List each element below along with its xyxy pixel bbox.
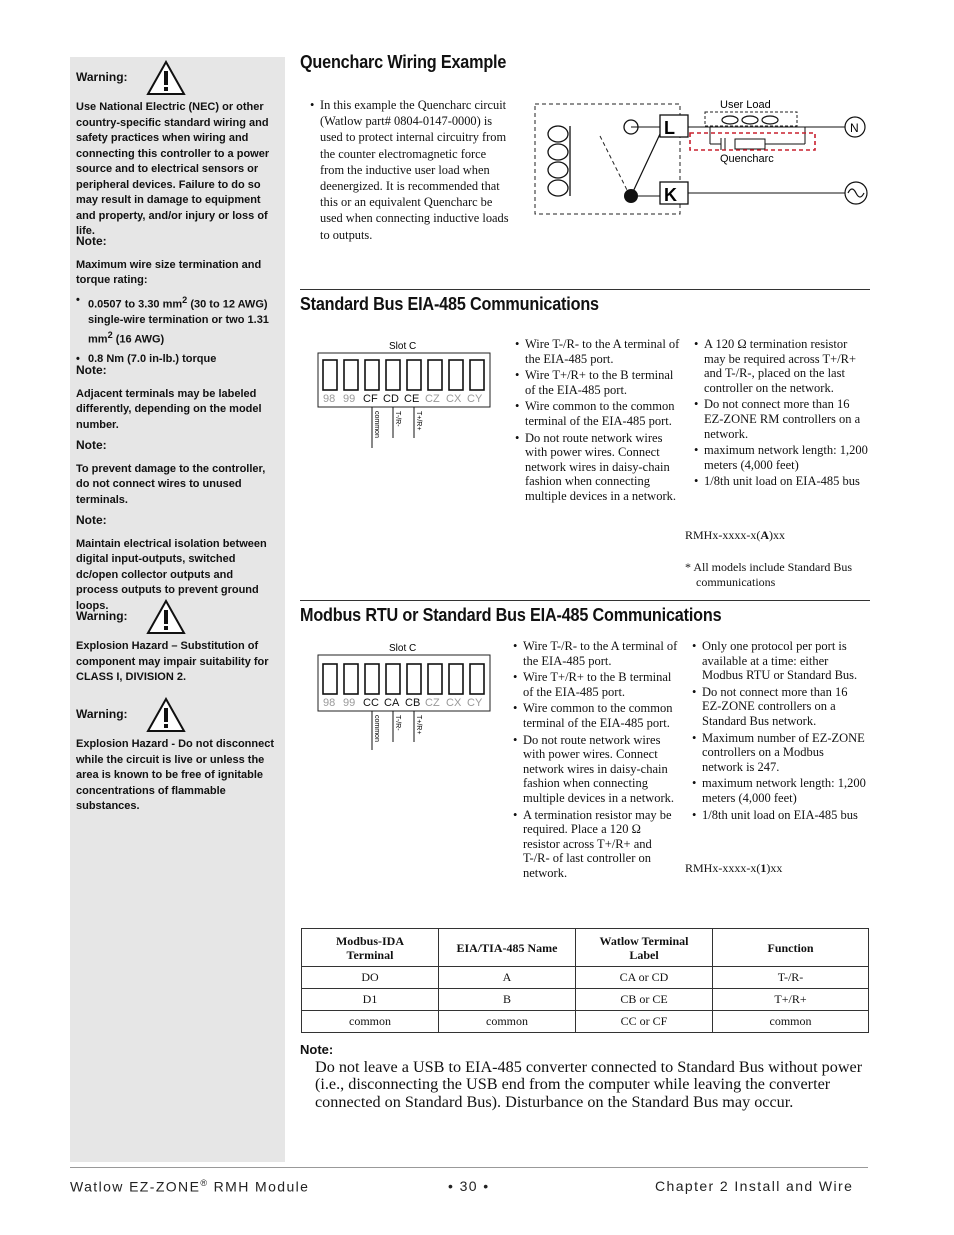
table-cell: A: [439, 967, 576, 989]
list-item: • Maximum number of EZ-ZONE controllers on a Modbus network is 247.: [702, 731, 867, 775]
table-cell: common: [439, 1011, 576, 1033]
list-item: • Wire T+/R+ to the B terminal of the EIA-485 port.: [525, 368, 680, 397]
terminal-label: CE: [404, 393, 420, 405]
section-title: Modbus RTU or Standard Bus EIA-485 Communications: [300, 605, 722, 625]
slot-label: Slot C: [389, 341, 417, 352]
terminal-label: CD: [383, 393, 399, 405]
table-cell: B: [439, 989, 576, 1011]
list-item: • maximum network length: 1,200 meters (4,000 feet): [704, 443, 869, 472]
column-header: Function: [713, 929, 869, 967]
table-cell: CC or CF: [576, 1011, 713, 1033]
terminal-label: 99: [343, 697, 356, 709]
warning-text: Explosion Hazard - Do not disconnect while the circuit is live or unless the area is known to be free of ignitable concentrations of flammable substances.: [76, 738, 275, 812]
neutral-label: N: [850, 121, 859, 135]
modbus-wiring-list: [513, 639, 678, 883]
wire-label: T-/R-: [394, 715, 401, 731]
terminal-label: 99: [343, 393, 356, 405]
warning-block: [76, 599, 278, 686]
model-number: RMHx-xxxx-x(A)xx: [685, 528, 785, 542]
list-item: • Do not route network wires with power wires. Connect network wires in daisy-chain fashion when connecting multiple devices in a network.: [523, 733, 678, 806]
table-cell: T+/R+: [713, 989, 869, 1011]
terminal-label: CZ: [425, 393, 440, 405]
quencharc-label: Quencharc: [720, 153, 774, 165]
slot-label: Slot C: [389, 643, 417, 654]
terminal-label: CX: [446, 393, 462, 405]
table-cell: CB or CE: [576, 989, 713, 1011]
table-row: [302, 989, 869, 1011]
note-block: [76, 438, 278, 508]
column-header: Modbus-IDA Terminal: [302, 929, 439, 967]
list-item: • Wire T+/R+ to the B terminal of the EIA-485 port.: [523, 670, 678, 699]
quencharc-diagram: [530, 96, 875, 221]
warning-triangle-icon: [146, 697, 186, 733]
terminal-label: CA: [384, 697, 400, 709]
wire-label: T-/R-: [394, 411, 401, 427]
warning-heading: Warning:: [76, 707, 128, 722]
note-text: To prevent damage to the controller, do not connect wires to unused terminals.: [76, 462, 266, 506]
list-item: • A 120 Ω termination resistor may be required across T+/R+ and T-/R-, placed on the last controller on the network.: [704, 337, 869, 395]
list-item: • In this example the Quencharc circuit (Watlow part# 0804-0147-0000) is used to protect internal circuitry from the counter electromagnetic force from the inductive user load when deenergized. It is recommended that this or an equivalent Quencharc be used when connecting inductive loads to outputs.: [320, 97, 510, 243]
note-heading: Note:: [76, 438, 107, 452]
section-title: Quencharc Wiring Example: [300, 52, 507, 72]
footnote: * All models include Standard Bus communications: [685, 560, 852, 589]
warning-text: Explosion Hazard – Substitution of component may impair suitability for CLASS I, DIVISION 2.: [76, 640, 269, 683]
list-item: • maximum network length: 1,200 meters (4,000 feet): [702, 776, 867, 805]
warning-triangle-icon: [146, 60, 186, 96]
modbus-notes-list: [692, 639, 867, 824]
table-row: [302, 967, 869, 989]
divider: [300, 289, 870, 290]
warning-text: Use National Electric (NEC) or other country-specific standard wiring and safety practices when wiring and connecting this controller to a power source and to electrical sensors or peripheral devices. Failure to do so may result in damage to equipment and property, and/or injury or loss of life.: [76, 101, 270, 237]
note-heading: Note:: [76, 513, 107, 527]
terminal-label: CC: [363, 697, 379, 709]
terminal-l-label: L: [664, 118, 675, 138]
table-row: [302, 1011, 869, 1033]
table-cell: T-/R-: [713, 967, 869, 989]
table-header-row: [302, 929, 869, 967]
standard-bus-notes-list: [694, 337, 869, 491]
list-item: • 0.8 Nm (7.0 in-lb.) torque: [88, 352, 278, 368]
terminal-label: CB: [405, 697, 421, 709]
note-heading: Note:: [76, 363, 107, 377]
note-block: [76, 363, 278, 433]
list-item: • 0.0507 to 3.30 $mm^2$ (30 to 12 AWG) single-wire termination or two 1.31 $mm^2$ (16 AWG): [88, 293, 278, 349]
footer-rule: [70, 1167, 868, 1168]
terminal-label: CZ: [425, 697, 440, 709]
list-item: • Only one protocol per port is available at a time: either Modbus RTU or Standard Bus.: [702, 639, 867, 683]
note-block: [76, 234, 278, 372]
list-item: • A termination resistor may be required. Place a 120 Ω resistor across T+/R+ and T-/R- of last controller on network.: [523, 808, 678, 881]
wire-label: T+/R+: [415, 411, 422, 431]
wire-label: common: [373, 411, 380, 438]
warning-block: [76, 60, 278, 240]
table-cell: DO: [302, 967, 439, 989]
section-title: Standard Bus EIA-485 Communications: [300, 294, 599, 314]
terminal-label: CF: [363, 393, 378, 405]
wire-label: common: [373, 715, 380, 742]
note-heading: Note:: [300, 1042, 334, 1057]
list-item: • Wire T-/R- to the A terminal of the EIA-485 port.: [523, 639, 678, 668]
table-cell: CA or CD: [576, 967, 713, 989]
table-cell: D1: [302, 989, 439, 1011]
terminal-mapping-table: [301, 928, 869, 1033]
note-text: Do not leave a USB to EIA-485 converter connected to Standard Bus without power (i.e., disconnecting the USB end from the computer while leaving the converter connected on Standard Bus). Disturbance on the Standard Bus may occur.: [315, 1058, 863, 1111]
terminal-label: CY: [467, 393, 483, 405]
list-item: • Do not connect more than 16 EZ-ZONE controllers on a Standard Bus network.: [702, 685, 867, 729]
footer-product: Watlow EZ-ZONE® RMH Module: [70, 1178, 310, 1195]
warning-heading: Warning:: [76, 70, 128, 85]
column-header: Watlow Terminal Label: [576, 929, 713, 967]
note-text: Adjacent terminals may be labeled differently, depending on the model number.: [76, 387, 262, 431]
note-heading: Note:: [76, 234, 107, 248]
note-text: Maximum wire size termination and torque rating:: [76, 258, 262, 286]
quencharc-text: [310, 97, 510, 245]
list-item: • Wire common to the common terminal of the EIA-485 port.: [523, 701, 678, 730]
warning-block: [76, 697, 278, 815]
standard-bus-wiring-list: [515, 337, 680, 506]
note-text: Maintain electrical isolation between digital input-outputs, switched dc/open collector outputs and process outputs to prevent ground loops.: [76, 537, 267, 612]
list-item: • Do not route network wires with power wires. Connect network wires in daisy-chain fashion when connecting multiple devices in a network.: [525, 431, 680, 504]
terminal-k-label: K: [664, 185, 677, 205]
terminal-label: CY: [467, 697, 483, 709]
list-item: • Wire common to the common terminal of the EIA-485 port.: [525, 399, 680, 428]
terminal-label: CX: [446, 697, 462, 709]
wire-label: T+/R+: [415, 715, 422, 735]
table-cell: common: [713, 1011, 869, 1033]
list-item: • 1/8th unit load on EIA-485 bus: [704, 474, 869, 489]
column-header: EIA/TIA-485 Name: [439, 929, 576, 967]
page-number: • 30 •: [448, 1178, 490, 1194]
model-number: RMHx-xxxx-x(1)xx: [685, 861, 783, 875]
divider: [300, 600, 870, 601]
list-item: • Wire T-/R- to the A terminal of the EIA-485 port.: [525, 337, 680, 366]
terminal-label: 98: [323, 697, 336, 709]
list-item: • 1/8th unit load on EIA-485 bus: [702, 808, 867, 823]
slot-c-terminal-diagram: [317, 338, 492, 450]
slot-c-terminal-diagram: [317, 640, 492, 752]
table-cell: common: [302, 1011, 439, 1033]
footer-chapter: Chapter 2 Install and Wire: [655, 1178, 854, 1194]
terminal-label: 98: [323, 393, 336, 405]
user-load-label: User Load: [720, 99, 771, 111]
warning-heading: Warning:: [76, 609, 128, 624]
list-item: • Do not connect more than 16 EZ-ZONE RM controllers on a network.: [704, 397, 869, 441]
warning-triangle-icon: [146, 599, 186, 635]
